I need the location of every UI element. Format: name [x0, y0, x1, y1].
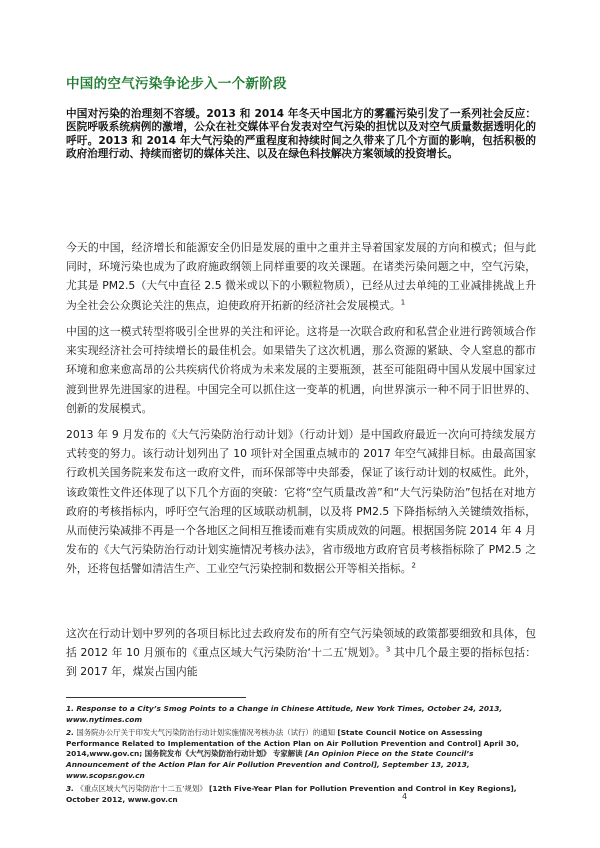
footnote-ref-1[interactable]: 1: [400, 298, 406, 307]
section-title: 中国的空气污染争论步入一个新阶段: [66, 76, 287, 92]
body-paragraph-2: 中国的这一模式转型将吸引全世界的关注和评论。这将是一次联合政府和私营企业进行跨领域合作来实现经济社会可持续增长的最佳机会。如果错失了这次机遇，那么资源的紧缺、令人窒息的都市环境和愈来愈高昂的公共疾病代价将成为未来发展的主要瓶颈，甚至可能阻碍中国从发展中国家过渡到世界先进国家的进程。中国完全可以抓住这一变革的机遇，向世界演示一种不同于旧世界的、创新的发展模式。: [66, 325, 536, 415]
page-number: 4: [402, 792, 408, 801]
footnote-3: [66, 784, 536, 805]
footnote-text-en-2: [An Opinion Piece on the State Council’s Announcement of the Action Plan for Air Pollution Prevention and Control], September 13, 2013, www.scopsr.gov.cn: [66, 749, 474, 780]
lead-paragraph: 中国对污染的治理刻不容缓。2013 和 2014 年冬天中国北方的雾霾污染引发了一系列社会反应：医院呼吸系统病例的激增，公众在社交媒体平台发表对空气污染的担忧以及对空气质量数据透明化的呼吁。2013 和 2014 年大气污染的严重程度和持续时间之久带来了几个方面的影响，包括积极的政府治理行动、持续而密切的媒体关注、以及在绿色科技解决方案领域的投资增长。: [66, 108, 536, 161]
footnote-number: 1.: [66, 704, 74, 713]
footnote-1: [66, 704, 536, 725]
footnote-2: [66, 728, 536, 781]
body-paragraph-4: [66, 624, 536, 682]
body-paragraph-1: [66, 238, 536, 315]
footnote-divider: [66, 697, 246, 698]
paragraph-text-cont: 其中几个最主要的指标包括：到 2017 年，煤炭占国内能: [66, 646, 536, 679]
footnotes: [66, 704, 536, 808]
paragraph-text: 今天的中国，经济增长和能源安全仍旧是发展的重中之重并主导着国家发展的方向和模式；但与此同时，环境污染也成为了政府施政纲领上同样重要的攻关课题。在诸类污染问题之中，空气污染，尤其是 PM2.5（大气中直径 2.5 微米或以下的小颗粒物质），已经从过去单纯的工业减排挑战上升为全社会公众舆论关注的焦点，迫使政府开拓新的经济社会发展模式。: [66, 241, 536, 312]
footnote-text: Response to a City’s Smog Points to a Change in Chinese Attitude, New York Times, October 24, 2013, www.nytimes.com: [66, 704, 503, 724]
paragraph-text: 这次在行动计划中罗列的各项目标比过去政府发布的所有空气污染领域的政策都要细致和具体，包括 2012 年 10 月颁布的《重点区域大气污染防治‘十二五’规划》。: [66, 627, 536, 660]
footnote-number: 3.: [66, 784, 74, 794]
paragraph-text: 2013 年 9 月发布的《大气污染防治行动计划》（行动计划）是中国政府最近一次向可持续发展方式转变的努力。该行动计划列出了 10 项针对全国重点城市的 2017 年空气减排目标。由最高国家行政机关国务院来发布这一政府文件，而环保部等中央部委，保证了该行动计划的权威性。此外，该政策性文件还体现了以下几个方面的突破：它将“空气质量改善”和“大气污染防治”包括在对地方政府的考核指标内，呼吁空气治理的区域联动机制，以及将 PM2.5 下降指标纳入关键绩效指标，从而使污染减排不再是一个各地区之间相互推诿而难有实质成效的问题。根据国务院 2014 年 4 月发布的《大气污染防治行动计划实施情况考核办法》，省市级地方政府官员考核指标除了 PM2.5 之外，还将包括譬如清洁生产、工业空气污染控制和数据公开等相关指标。: [66, 428, 536, 576]
body-paragraph-3: [66, 425, 536, 579]
footnote-text-en: [State Council Notice on Assessing Performance Related to Implementation of the Action Plan on Air Pollution Prevention and Control] April 30, 2014,www.gov.cn; 国务院发布《大气污染防治行动计划》 专家解读: [66, 728, 519, 759]
footnote-ref-2[interactable]: 2: [411, 561, 416, 570]
footnote-ref-3[interactable]: 3: [385, 645, 391, 654]
footnote-text-cn: 国务院办公厅关于印发大气污染防治行动计划实施情况考核办法（试行）的通知: [76, 728, 335, 738]
footnote-text-cn: 《重点区域大气污染防治‘十二五’规划》: [76, 784, 207, 794]
footnote-number: 2.: [66, 728, 74, 738]
footnote-text-en: [12th Five-Year Plan for Pollution Prevention and Control in Key Regions], October 2012, www.gov.cn: [66, 784, 517, 804]
